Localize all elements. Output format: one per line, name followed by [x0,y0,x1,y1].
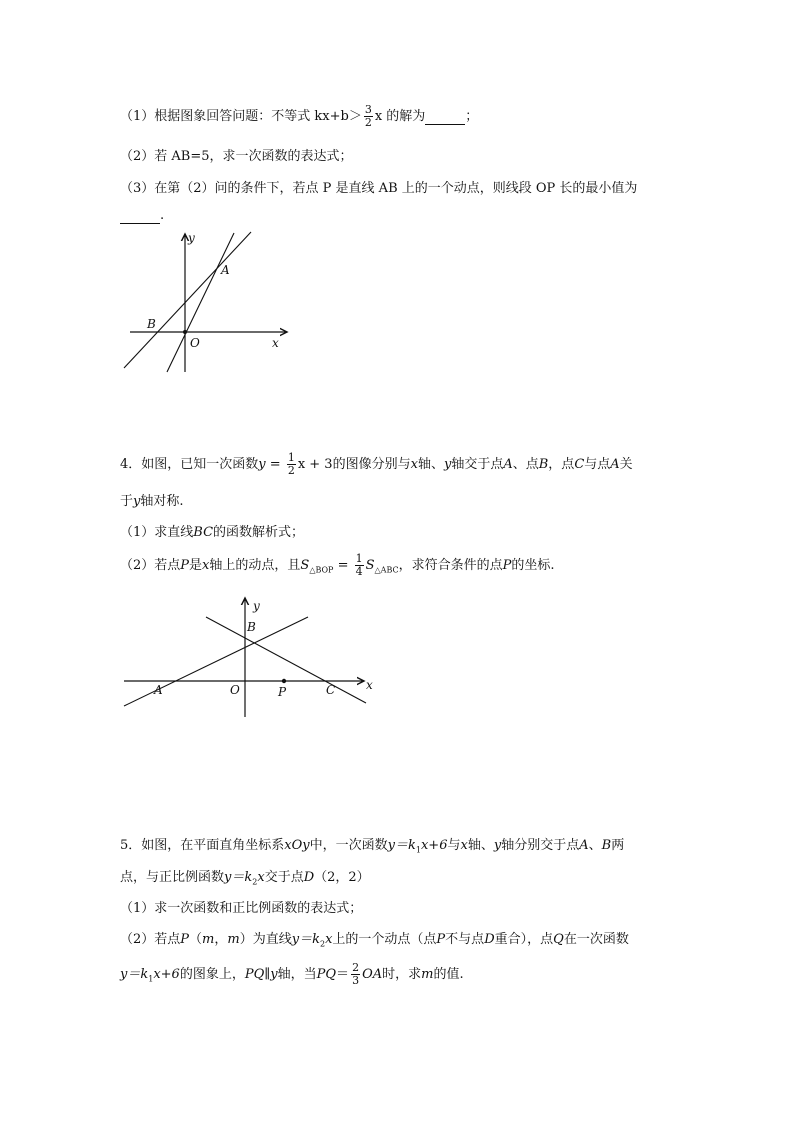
q3-line-ab [124,232,251,368]
answer-blank[interactable] [120,208,160,224]
q3-label-o: O [190,336,200,350]
q3-part1-text: （1）根据图象回答问题：不等式 kx+b＞ [120,109,362,124]
q4-label-a: A [154,683,163,697]
q4-fraction-area: $\frac{1}{4}$ [355,552,363,578]
q3-fraction: $\frac{3}{2}$ [364,103,372,129]
q4-line2: 于y轴对称. [120,494,184,509]
q4-label-c: C [326,683,336,697]
q3-graph [115,228,315,378]
q3-part3-answer: . [120,208,164,224]
q4-label-p: P [278,685,287,699]
q4-point-p [282,679,286,683]
q3-part1: （1）根据图象回答问题：不等式 kx+b＞ $\frac{3}{2}$ x 的解为 ； [120,103,479,129]
q4-line1: 4．如图，已知一次函数y = $\frac{1}{2}$ x + 3的图像分别与x轴、y轴交于点A、点B，点C与点A关 [120,451,633,477]
q4-label-o: O [230,683,240,697]
q4-part1: （1）求直线BC的函数解析式； [120,525,305,540]
q4-graph [118,593,388,723]
q3-label-x: x [272,336,279,350]
q4-label-y: y [253,599,260,613]
q5-part2: （2）若点P（m，m）为直线$y=k_2x$上的一个动点（点P不与点D重合），点Q在一次函数 [120,932,629,949]
q3-label-b: B [147,317,156,331]
q3-part3: （3）在第（2）问的条件下，若点 P 是直线 AB 上的一个动点，则线段 OP 长的最小值为 [120,181,638,196]
q4-fraction: $\frac{1}{2}$ [287,451,295,477]
q3-line-oa [167,233,234,372]
q3-part2: （2）若 AB=5，求一次函数的表达式； [120,149,353,164]
q4-part2: （2）若点P是x轴上的动点，且$S_{\triangle BOP}$ = $\frac{1}{4}$ $S_{\triangle ABC}$，求符合条件的点P的坐标. [120,552,555,578]
q5-part1: （1）求一次函数和正比例函数的表达式； [120,901,363,916]
q5-fraction: $\frac{2}{3}$ [352,961,360,987]
q4-label-x: x [366,678,373,692]
q3-label-a: A [221,263,230,277]
q3-origin-dot [183,330,187,334]
q5-line3: $y=k_1x+6$的图象上，PQ∥y轴，当PQ＝ $\frac{2}{3}$ OA时，求m的值. [120,961,464,987]
q5-line1: 5．如图，在平面直角坐标系xOy中，一次函数$y=k_1x+6$与x轴、y轴分别交于点A、B两 [120,838,625,855]
q3-label-y: y [188,231,195,245]
q4-label-b: B [247,620,256,634]
answer-blank[interactable] [425,109,465,125]
q5-line2: 点，与正比例函数$y=k_2x$交于点D（2，2） [120,870,370,887]
